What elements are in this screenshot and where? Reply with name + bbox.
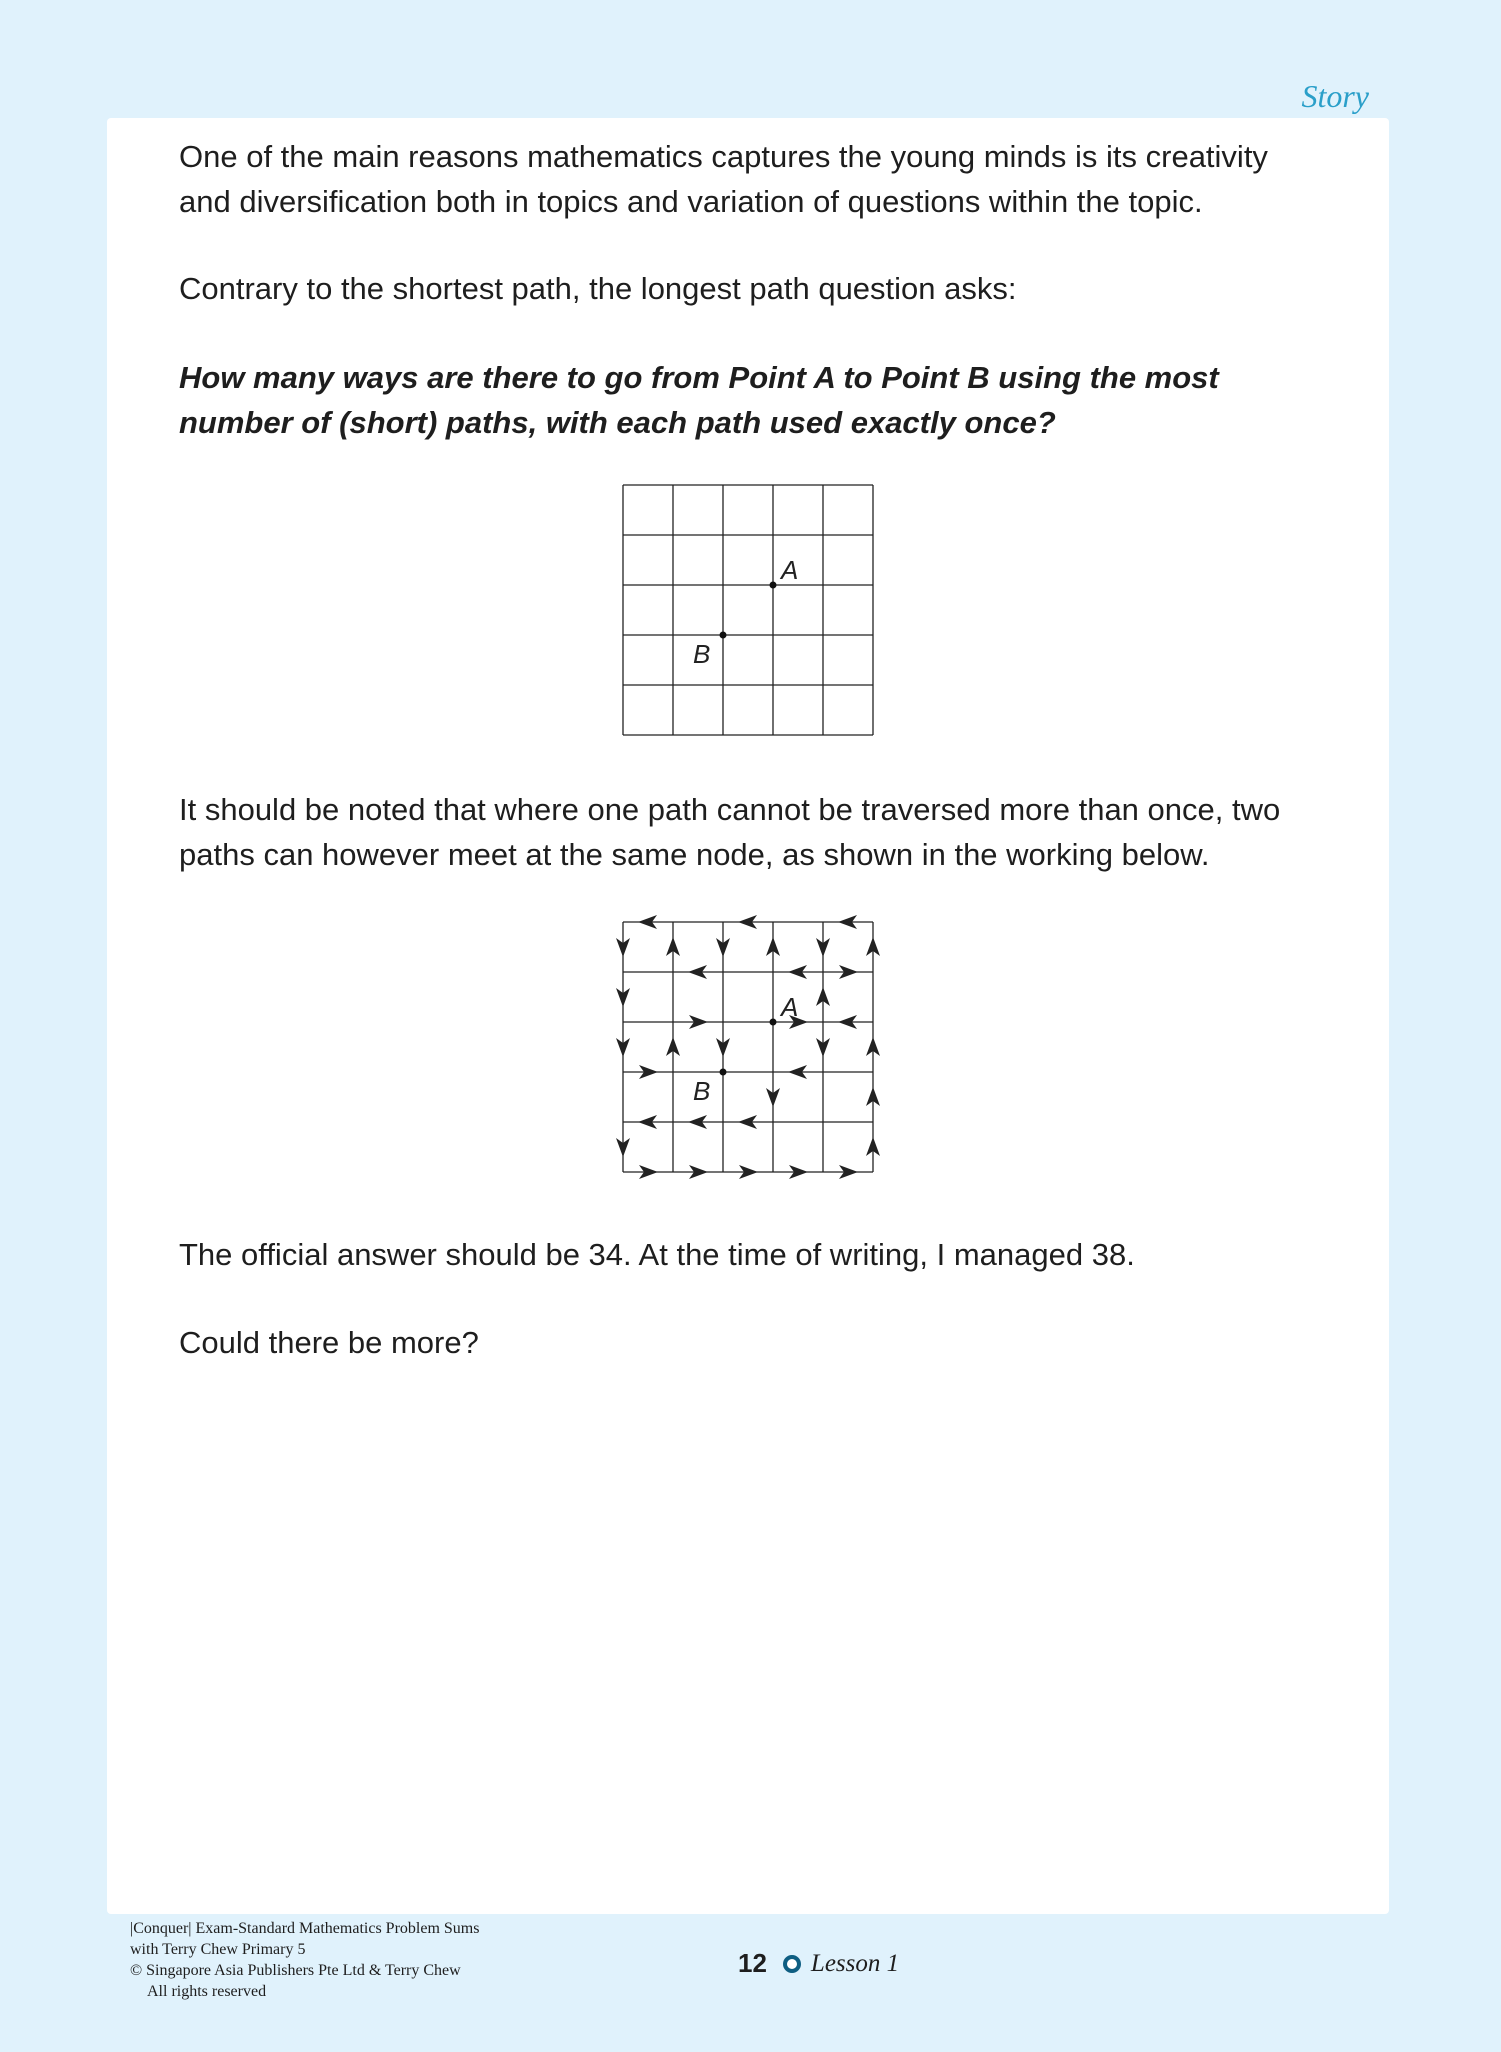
- answer-paragraph: The official answer should be 34. At the time of writing, I managed 38.: [179, 1237, 1135, 1272]
- page-number: 12: [738, 1948, 767, 1978]
- question-line-2: number of (short) paths, with each path used exactly once?: [179, 405, 1056, 440]
- point-b-label: B: [693, 639, 711, 669]
- book-title-line-2: with Terry Chew Primary 5: [130, 1941, 306, 1958]
- grid-diagram-plain: [613, 475, 883, 745]
- point-a-label: A: [781, 992, 799, 1022]
- section-label: Story: [1301, 78, 1369, 114]
- closing-question: Could there be more?: [179, 1325, 479, 1360]
- copyright-line: © Singapore Asia Publishers Pte Ltd & Terry Chew: [130, 1962, 461, 1979]
- grid-diagram-with-arrows: [613, 912, 883, 1187]
- contrary-paragraph: Contrary to the shortest path, the longest path question asks:: [179, 271, 1017, 306]
- intro-paragraph-line-1: One of the main reasons mathematics captures the young minds is its creativity: [179, 139, 1268, 174]
- point-b-node: [720, 1069, 727, 1076]
- note-paragraph-line-1: It should be noted that where one path cannot be traversed more than once, two: [179, 792, 1281, 827]
- book-credits: [130, 1918, 479, 2002]
- bullet-ring-icon: [783, 1955, 801, 1973]
- lesson-label: Lesson 1: [810, 1949, 900, 1977]
- point-a-label: A: [781, 555, 799, 585]
- point-b-node: [720, 632, 727, 639]
- rights-line: All rights reserved: [147, 1983, 267, 2000]
- intro-paragraph-line-2: and diversification both in topics and variation of questions within the topic.: [179, 184, 1203, 219]
- point-a-node: [770, 1019, 777, 1026]
- note-paragraph-line-2: paths can however meet at the same node, as shown in the working below.: [179, 837, 1210, 872]
- question-line-1: How many ways are there to go from Point A to Point B using the most: [179, 360, 1219, 395]
- page-footer: [738, 1948, 899, 1979]
- point-a-node: [770, 582, 777, 589]
- path-arrow-icons: [616, 915, 880, 1179]
- book-title-line-1: |Conquer| Exam-Standard Mathematics Problem Sums: [130, 1920, 480, 1937]
- point-b-label: B: [693, 1076, 711, 1106]
